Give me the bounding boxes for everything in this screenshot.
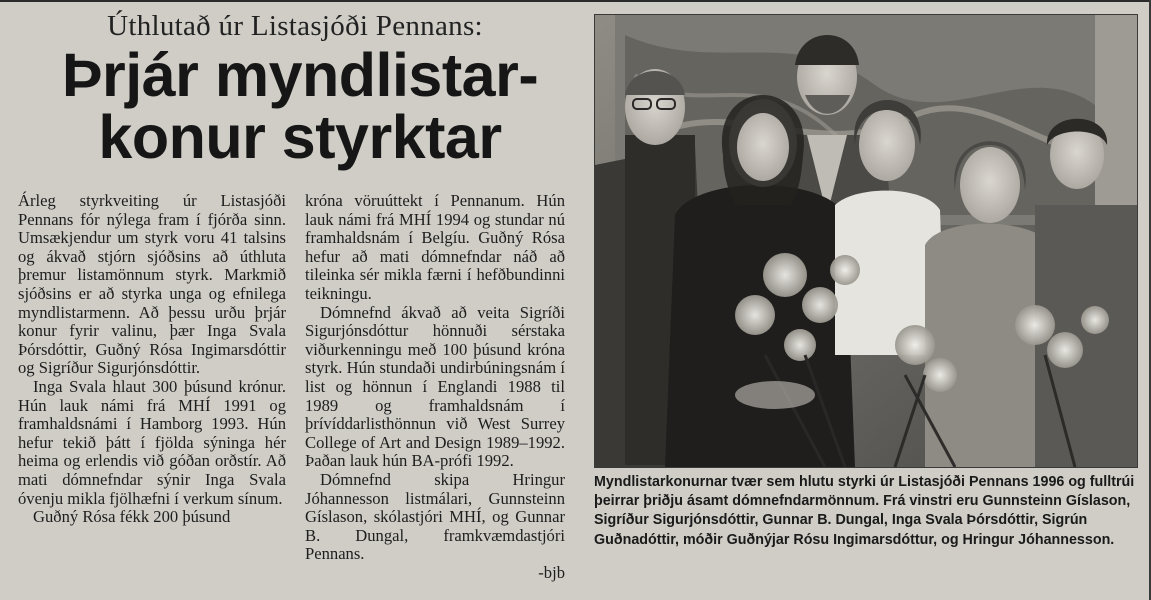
- headline-line-1: Þrjár myndlistar-: [61, 41, 539, 109]
- group-photo: [594, 14, 1138, 468]
- article-column-2: [305, 192, 565, 582]
- photo-caption: Myndlistarkonurnar tvær sem hlutu styrki úr Listasjóði Pennans 1996 og fulltrúi þeirrar þriðju ásamt dómnefndarmönnum. Frá vinstri eru Gunnsteinn Gíslason, Sigríður Sigurjónsdóttir, Gunnar B. Dungal, Inga Svala Þórsdóttir, Sigrún Guðnadóttir, móðir Guðnýjar Rósu Ingimarsdóttur, og Hringur Jóhannesson.: [594, 474, 1135, 548]
- article-kicker: Úthlutað úr Listasjóði Pennans:: [107, 10, 483, 42]
- signature-line: [305, 564, 565, 583]
- paragraph: króna vöruúttekt í Pennanum. Hún lauk námi frá MHÍ 1994 og stundar nú framhaldsnám í Belgíu. Guðný Rósa hefur að mati dómnefndar náð að tileinka sér mikla færni í hefðbundinni teikningu.: [305, 191, 565, 303]
- paragraph: Dómnefnd ákvað að veita Sigríði Sigurjónsdóttur hönnuði sérstaka viðurkenningu með 100 þúsund króna styrk. Hún stundaði undirbúningsnám í list og hönnun í Englandi 1988 til 1989 og framhaldsnám í þrívíddarlisthönnun við West Surrey College of Art and Design 1989–1992. Þaðan lauk hún BA-prófi 1992.: [305, 302, 565, 471]
- headline-line-2: konur styrktar: [98, 103, 502, 171]
- paragraph: Inga Svala hlaut 300 þúsund krónur. Hún lauk námi frá MHÍ 1991 og framhaldsnámi í Hamborg 1993. Hún hefur tekið þátt í fjölda sýninga hér heima og erlendis við góðan orðstír. Að mati dómnefndar sýnir Inga Svala óvenju mikla fjölhæfni í verkum sínum.: [18, 376, 286, 508]
- group-photo-image: [595, 15, 1137, 467]
- paragraph: Árleg styrkveiting úr Listasjóði Pennans fór nýlega fram í fjórða sinn. Umsækjendur um styrk voru 41 talsins og ákvað stjórn sjóðsins að úthluta þremur listamönnum styrk. Markmið sjóðsins er að styrka unga og efnilega myndlistarmenn. Að þessu urðu þrjár konur fyrir valinu, þær Inga Svala Þórsdóttir, Guðný Rósa Ingimarsdóttir og Sigríður Sigurjónsdóttir.: [18, 191, 286, 378]
- top-rule: [0, 0, 1151, 2]
- author-signature: -bjb: [538, 562, 565, 582]
- paragraph: Guðný Rósa fékk 200 þúsund: [33, 507, 231, 527]
- paragraph: Dómnefnd skipa Hringur Jóhannesson listmálari, Gunnsteinn Gíslason, skólastjóri MHÍ, og Gunnar B. Dungal, framkvæmdastjóri Pennans.: [305, 469, 565, 564]
- article-column-1: [18, 192, 286, 527]
- article-headline: [20, 41, 580, 171]
